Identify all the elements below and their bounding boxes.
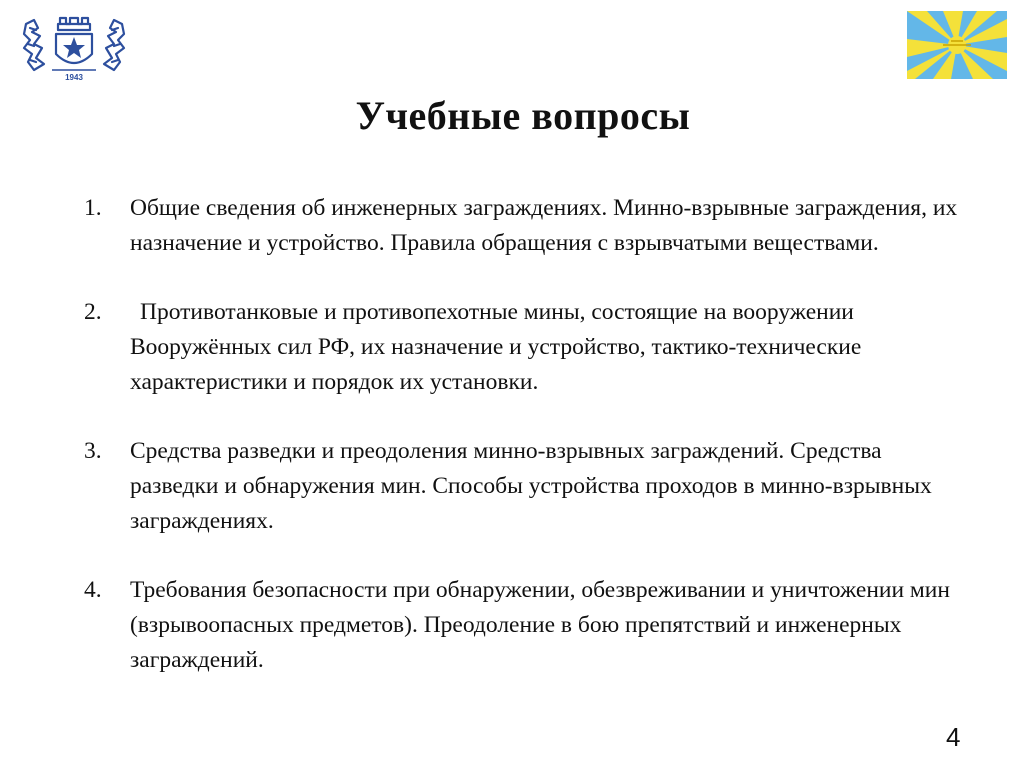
list-item <box>84 191 964 261</box>
item-number: 3. <box>84 438 102 464</box>
list-item <box>84 573 964 678</box>
list-item <box>84 295 964 400</box>
item-text: Противотанковые и противопехотные мины, состоящие на вооружении Вооружённых сил РФ, их назначение и устройство, тактико-технические характеристики и порядок их установки. <box>130 299 862 395</box>
air-force-flag-icon <box>907 11 1007 79</box>
list-item <box>84 434 964 539</box>
questions-list <box>84 191 964 678</box>
page-number: 4 <box>946 722 961 752</box>
logo-year: 1943 <box>65 73 83 82</box>
university-crest-logo <box>20 14 128 82</box>
item-number: 1. <box>84 195 102 221</box>
item-text: Требования безопасности при обнаружении, обезвреживании и уничтожении мин (взрывоопасных предметов). Преодоление в бою препятствий и инженерных заграждений. <box>130 577 950 673</box>
item-text: Средства разведки и преодоления минно-взрывных заграждений. Средства разведки и обнаружения мин. Способы устройства проходов в минно-взрывных заграждениях. <box>130 438 932 534</box>
item-number: 4. <box>84 577 102 603</box>
slide-title: Учебные вопросы <box>355 93 691 138</box>
item-text: Общие сведения об инженерных заграждениях. Минно-взрывные заграждения, их назначение и устройство. Правила обращения с взрывчатыми веществами. <box>130 195 958 256</box>
item-number: 2. <box>84 299 102 325</box>
